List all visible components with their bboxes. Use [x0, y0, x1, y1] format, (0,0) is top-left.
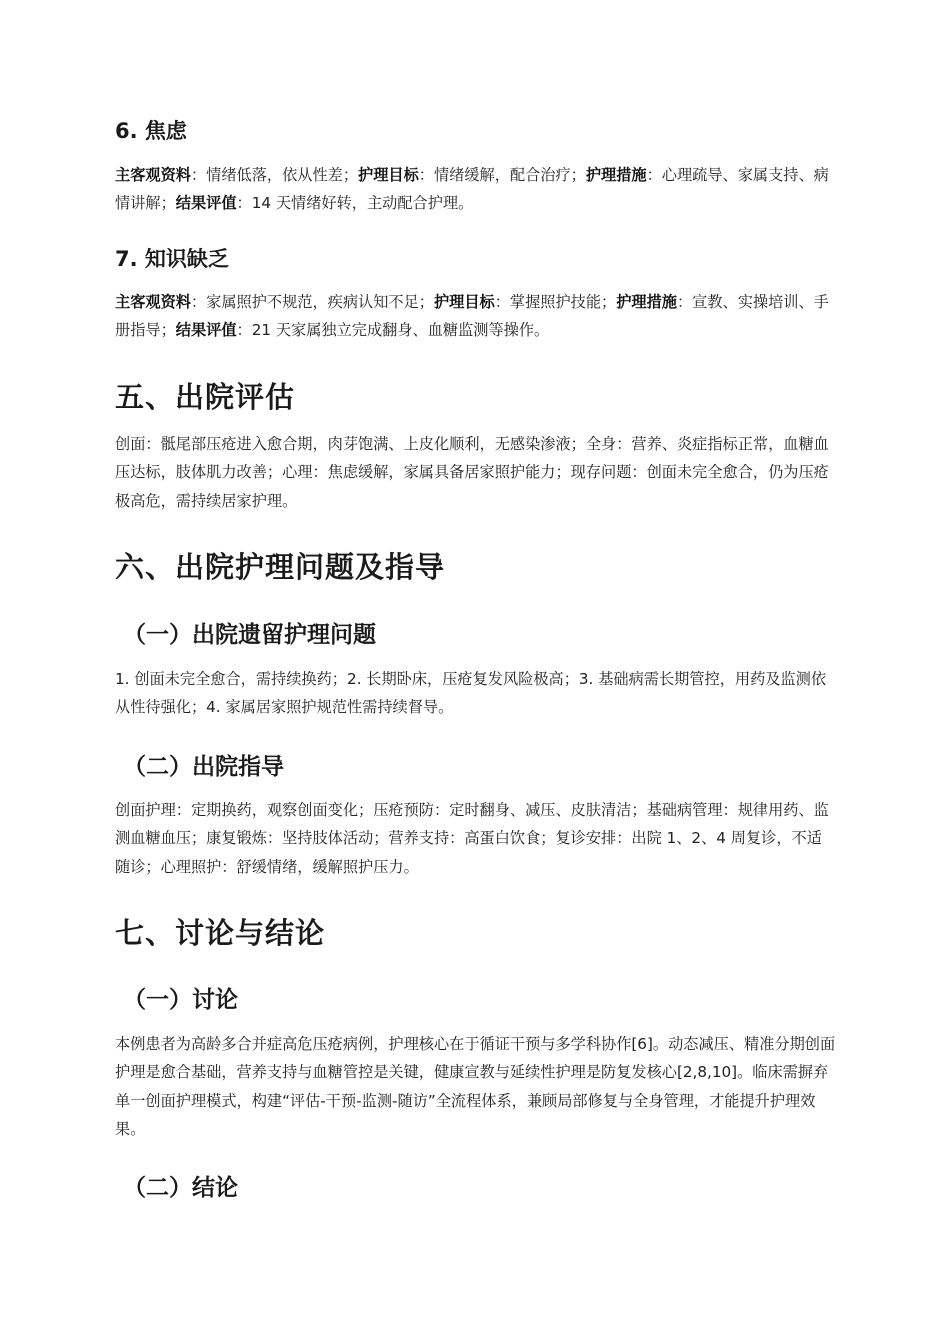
section-6-body: 主客观资料：情绪低落，依从性差；护理目标：情绪缓解，配合治疗；护理措施：心理疏导、家属支持、病情讲解；结果评值：14 天情绪好转，主动配合护理。	[115, 166, 829, 213]
remaining-problems-body: 1. 创面未完全愈合，需持续换药；2. 长期卧床，压疮复发风险极高；3. 基础病需长期管控，用药及监测依从性待强化；4. 家属居家照护规范性需持续督导。	[115, 670, 827, 717]
section-7-title: 7. 知识缺乏	[115, 247, 229, 271]
label-nursing-goal: 护理目标	[433, 293, 495, 311]
label-subjective-objective: 主客观资料	[115, 166, 191, 184]
discussion-body: 本例患者为高龄多合并症高危压疮病例，护理核心在于循证干预与多学科协作[6]。动态减压、精准分期创面护理是愈合基础，营养支持与血糖管控是关键，健康宣教与延续性护理是防复发核心[2,8,10]。临床需摒弃单一创面护理模式，构建“评估-干预-监测-随访”全流程体系，兼顾局部修复与全身管理，才能提升护理效果。	[115, 1035, 836, 1138]
label-subjective-objective: 主客观资料	[115, 293, 191, 311]
discussion-subheading: （一）讨论	[123, 987, 238, 1013]
discharge-assessment-body: 创面：骶尾部压疮进入愈合期，肉芽饱满、上皮化顺利，无感染渗液；全身：营养、炎症指标正常，血糖血压达标，肢体肌力改善；心理：焦虑缓解，家属具备居家照护能力；现存问题：创面未完全愈合，仍为压疮极高危，需持续居家护理。	[115, 435, 829, 510]
discharge-guidance-heading: 六、出院护理问题及指导	[115, 550, 446, 584]
conclusion-subheading: （二）结论	[123, 1175, 238, 1201]
label-result-evaluation: 结果评值	[175, 321, 237, 340]
discharge-guidance-subheading: （二）出院指导	[123, 754, 284, 780]
section-7-body: 主客观资料：家属照护不规范，疾病认知不足；护理目标：掌握照护技能；护理措施：宣教、实操培训、手册指导；结果评值：21 天家属独立完成翻身、血糖监测等操作。	[115, 293, 829, 340]
label-result-evaluation: 结果评值	[175, 194, 237, 213]
discharge-guidance-body: 创面护理：定期换药，观察创面变化；压疮预防：定时翻身、减压、皮肤清洁；基础病管理：规律用药、监测血糖血压；康复锻炼：坚持肢体活动；营养支持：高蛋白饮食；复诊安排：出院 1、2、4 周复诊，不适随诊；心理照护：舒缓情绪，缓解照护压力。	[115, 801, 829, 876]
discussion-conclusion-heading: 七、讨论与结论	[115, 916, 326, 950]
label-nursing-measures: 护理措施	[616, 293, 677, 311]
label-nursing-goal: 护理目标	[358, 166, 419, 184]
remaining-problems-subheading: （一）出院遗留护理问题	[123, 622, 376, 648]
label-nursing-measures: 护理措施	[585, 166, 647, 184]
section-6-title: 6. 焦虑	[115, 119, 187, 143]
discharge-assessment-heading: 五、出院评估	[115, 380, 296, 414]
